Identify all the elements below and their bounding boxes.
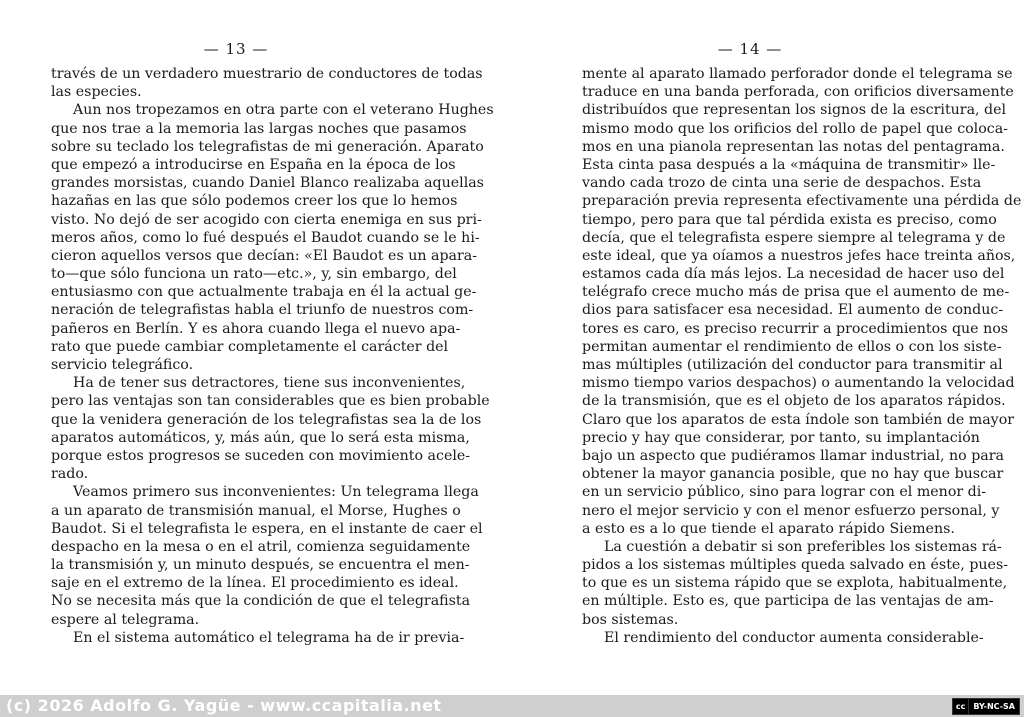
text-line: Esta cinta pasa después a la «máquina de transmitir» lle- bbox=[582, 156, 996, 173]
text-line: to que es un sistema rápido que se explota, habitualmente, bbox=[582, 575, 1008, 592]
text-line: nero el mejor servicio y con el menor esfuerzo personal, y bbox=[582, 502, 1000, 519]
text-line: espere al telegrama. bbox=[51, 611, 200, 628]
text-line: saje en el extremo de la línea. El procedimiento es ideal. bbox=[51, 575, 459, 592]
text-line: Veamos primero sus inconvenientes: Un telegrama llega bbox=[73, 484, 479, 501]
text-line: en un servicio público, sino para lograr con el menor di- bbox=[582, 484, 987, 501]
text-line: bajo un aspecto que pudiéramos llamar industrial, no para bbox=[582, 447, 1004, 464]
text-line: de la transmisión, que es el objeto de los aparatos rápidos. bbox=[582, 393, 1006, 410]
text-line: aparatos automáticos, y, más aún, que lo será esta misma, bbox=[51, 429, 470, 446]
text-line: Claro que los aparatos de esta índole son también de mayor bbox=[582, 411, 1015, 428]
text-line: a esto es a lo que tiende el aparato rápido Siemens. bbox=[582, 520, 955, 537]
text-line: to—que sólo funciona un rato—etc.», y, sin embargo, del bbox=[51, 266, 457, 283]
text-line: servicio telegráfico. bbox=[51, 357, 194, 373]
text-line: pero las ventajas son tan considerables que es bien probable bbox=[51, 393, 490, 410]
text-line: las especies. bbox=[51, 84, 142, 101]
text-line: Ha de tener sus detractores, tiene sus inconvenientes, bbox=[73, 375, 466, 392]
left-page bbox=[0, 0, 512, 695]
text-line: que la venidera generación de los telegrafistas sea la de los bbox=[51, 411, 482, 428]
text-line: permitan aumentar el rendimiento de ellos o con los siste- bbox=[582, 338, 1002, 355]
text-line: porque estos progresos se suceden con movimiento acele- bbox=[51, 447, 471, 464]
text-line: despacho en la mesa o en el atril, comienza seguidamente bbox=[51, 538, 471, 555]
page-text bbox=[582, 65, 1022, 647]
text-line: cieron aquellos versos que decían: «El Baudot es un apara- bbox=[51, 247, 478, 264]
text-line: que empezó a introducirse en España en la época de los bbox=[51, 156, 456, 173]
copyright-notice: (c) 2026 Adolfo G. Yagüe - www.ccapitalia.net bbox=[6, 696, 442, 715]
text-line: meros años, como lo fué después el Baudot cuando se le hi- bbox=[51, 229, 480, 246]
footer-bar bbox=[0, 695, 1024, 717]
creative-commons-icon: cc bbox=[953, 699, 969, 714]
text-line: La cuestión a debatir si son preferibles los sistemas rá- bbox=[604, 538, 1002, 555]
text-line: mos en una pianola representan las notas del pentagrama. bbox=[582, 138, 1005, 155]
text-line: El rendimiento del conductor aumenta considerable- bbox=[604, 629, 984, 646]
text-line: tores es caro, es preciso recurrir a procedimientos que nos bbox=[582, 320, 1009, 337]
text-line: visto. No dejó de ser acogido con cierta enemiga en sus pri- bbox=[51, 211, 482, 228]
text-line: la transmisión y, un minuto después, se encuentra el men- bbox=[51, 557, 470, 574]
page-number: — 14 — bbox=[717, 40, 783, 58]
text-line: entusiasmo con que actualmente trabaja en él la actual ge- bbox=[51, 284, 477, 301]
page-number: — 13 — bbox=[203, 40, 269, 58]
text-line: bos sistemas. bbox=[582, 611, 679, 628]
text-line: neración de telegrafistas habla el triunfo de nuestros com- bbox=[51, 302, 474, 319]
text-line: Aun nos tropezamos en otra parte con el veterano Hughes bbox=[73, 102, 494, 119]
license-label: BY-NC-SA bbox=[969, 699, 1019, 714]
text-line: mente al aparato llamado perforador donde el telegrama se bbox=[582, 66, 1013, 82]
text-line: que nos trae a la memoria las largas noches que pasamos bbox=[51, 120, 467, 137]
text-line: a un aparato de transmisión manual, el Morse, Hughes o bbox=[51, 502, 461, 519]
text-line: Baudot. Si el telegrafista le espera, en el instante de caer el bbox=[51, 520, 483, 537]
text-line: En el sistema automático el telegrama ha de ir previa- bbox=[73, 629, 465, 646]
text-line: en múltiple. Esto es, que participa de las ventajas de am- bbox=[582, 593, 994, 610]
text-line: obtener la mayor ganancia posible, que no hay que buscar bbox=[582, 466, 1004, 483]
license-badge[interactable] bbox=[952, 698, 1020, 715]
text-line: rado. bbox=[51, 466, 89, 483]
text-line: rato que puede cambiar completamente el carácter del bbox=[51, 338, 449, 355]
text-line: mismo tiempo varios despachos) o aumentando la velocidad bbox=[582, 375, 1015, 392]
text-line: distribuídos que representan los signos de la escritura, del bbox=[582, 102, 1007, 119]
text-line: tiempo, pero para que tal pérdida exista es preciso, como bbox=[582, 211, 997, 228]
right-page bbox=[512, 0, 1024, 695]
text-line: este ideal, que ya oíamos a nuestros jefes hace treinta años, bbox=[582, 247, 1016, 264]
text-line: decía, que el telegrafista espere siempre al telegrama y de bbox=[582, 229, 1006, 246]
text-line: dios para satisfacer esa necesidad. El aumento de conduc- bbox=[582, 302, 1004, 319]
text-line: estamos cada día más lejos. La necesidad de hacer uso del bbox=[582, 266, 1005, 283]
text-line: hazañas en las que sólo podemos creer los que lo hemos bbox=[51, 193, 458, 210]
text-line: mas múltiples (utilización del conductor para transmitir al bbox=[582, 357, 1003, 373]
page-text bbox=[51, 65, 494, 647]
text-line: sobre su teclado los telegrafistas de mi generación. Aparato bbox=[51, 138, 484, 155]
text-line: telégrafo crece mucho más de prisa que el aumento de me- bbox=[582, 284, 1010, 301]
text-line: traduce en una banda perforada, con orificios diversamente bbox=[582, 84, 1014, 101]
text-line: precio y hay que considerar, por tanto, su implantación bbox=[582, 429, 980, 446]
text-line: preparación previa representa efectivamente una pérdida de bbox=[582, 193, 1022, 210]
text-line: grandes morsistas, cuando Daniel Blanco realizaba aquellas bbox=[51, 175, 484, 192]
text-line: pidos a los sistemas múltiples queda salvado en éste, pues- bbox=[582, 557, 1009, 574]
text-line: vando cada trozo de cinta una serie de despachos. Esta bbox=[582, 175, 982, 192]
text-line: pañeros en Berlín. Y es ahora cuando llega el nuevo apa- bbox=[51, 320, 461, 337]
text-line: través de un verdadero muestrario de conductores de todas bbox=[51, 66, 483, 82]
text-line: No se necesita más que la condición de que el telegrafista bbox=[51, 593, 471, 610]
text-line: mismo modo que los orificios del rollo de papel que coloca- bbox=[582, 120, 1008, 137]
